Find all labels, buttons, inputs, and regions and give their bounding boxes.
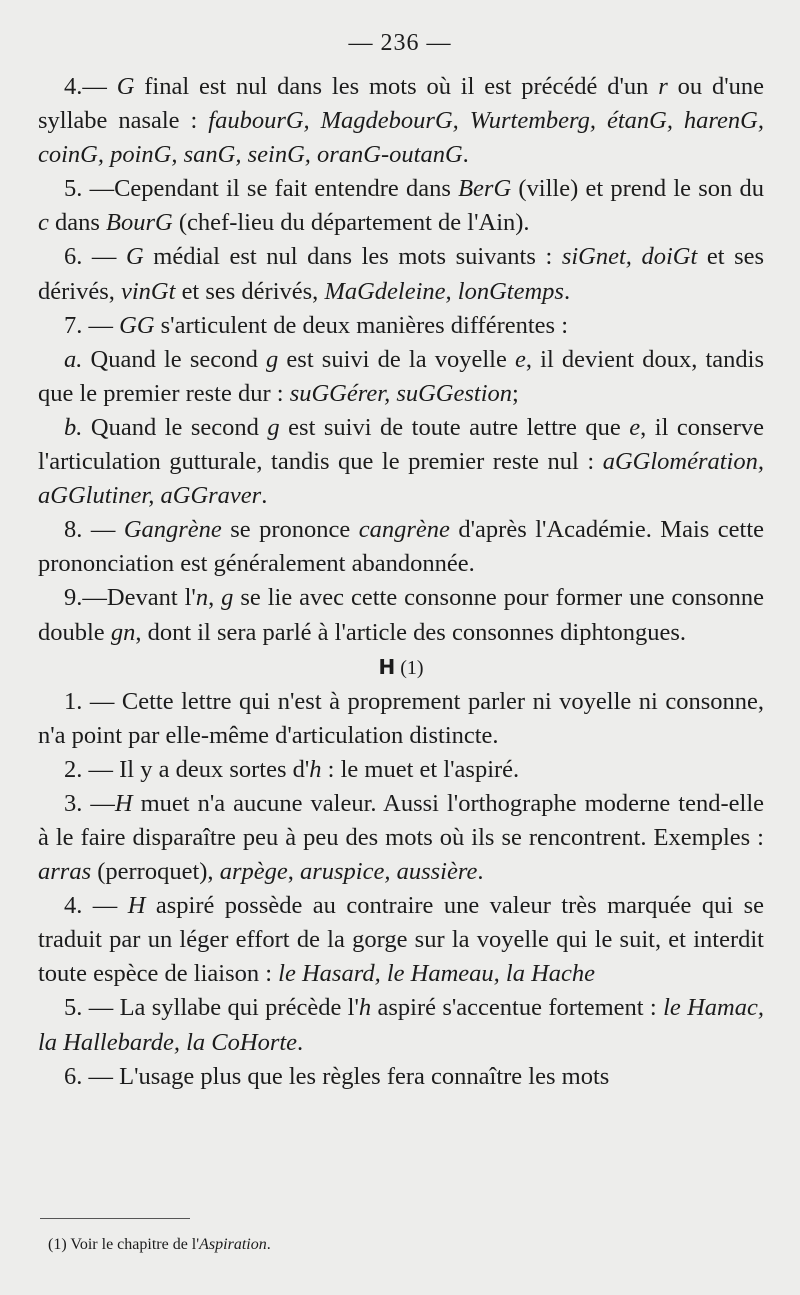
paragraph-h1: 1. — Cette lettre qui n'est à proprement parler ni voyelle ni consonne, n'a point par elle-même d'articulation distincte. [38, 687, 765, 749]
paragraph-h5: 5. — La syllabe qui précède l'h aspiré s'accentue fortement : le Hamac, la Hallebarde, la CoHorte. [38, 994, 764, 1056]
paragraph-h2: 2. — Il y a deux sortes d'h : le muet et l'aspiré. [64, 755, 520, 783]
main-text [38, 70, 764, 1094]
paragraph-g7: 7. — GG s'articulent de deux manières différentes : [64, 311, 569, 339]
section-heading-h: H (1) [378, 654, 424, 679]
paragraph-g4: 4.— G final est nul dans les mots où il est précédé d'un r ou d'une syllabe nasale : faubourG, MagdebourG, Wurtemberg, étanG, harenG, coinG, poinG, sanG, seinG, oranG-outanG. [38, 73, 765, 169]
footnote-divider [40, 1218, 190, 1219]
paragraph-h4: 4. — H aspiré possède au contraire une valeur très marquée qui se traduit par un léger effort de la gorge sur la voyelle qui le suit, et interdit toute espèce de liaison : le Hasard, le Hameau, la Hache [38, 892, 765, 988]
paragraph-g9: 9.—Devant l'n, g se lie avec cette consonne pour former une consonne double gn, dont il sera parlé à l'article des consonnes diphtongues. [38, 584, 765, 646]
paragraph-g7b: b. Quand le second g est suivi de toute autre lettre que e, il conserve l'articulation gutturale, tandis que le premier reste nul : aGGlomération, aGGlutiner, aGGraver. [38, 413, 764, 510]
footnote: (1) Voir le chapitre de l'Aspiration. [48, 1236, 271, 1253]
paragraph-g7a: a. Quand le second g est suivi de la voyelle e, il devient doux, tandis que le premier reste dur : suGGérer, suGGestion; [38, 345, 764, 407]
paragraph-g5: 5. —Cependant il se fait entendre dans BerG (ville) et prend le son du c dans BourG (chef-lieu du département de l'Ain). [38, 175, 765, 237]
paragraph-h3: 3. —H muet n'a aucune valeur. Aussi l'orthographe moderne tend-elle à le faire disparaître peu à peu des mots où ils se rencontrent. Exemples : arras (perroquet), arpège, aruspice, aussière. [38, 789, 764, 886]
paragraph-g8: 8. — Gangrène se prononce cangrène d'après l'Académie. Mais cette prononciation est généralement abandonnée. [38, 516, 765, 578]
paragraph-h6: 6. — L'usage plus que les règles fera connaître les mots [64, 1062, 610, 1090]
paragraph-g6: 6. — G médial est nul dans les mots suivants : siGnet, doiGt et ses dérivés, vinGt et ses dérivés, MaGdeleine, lonGtemps. [38, 243, 765, 305]
page-number: — 236 — [348, 30, 452, 56]
